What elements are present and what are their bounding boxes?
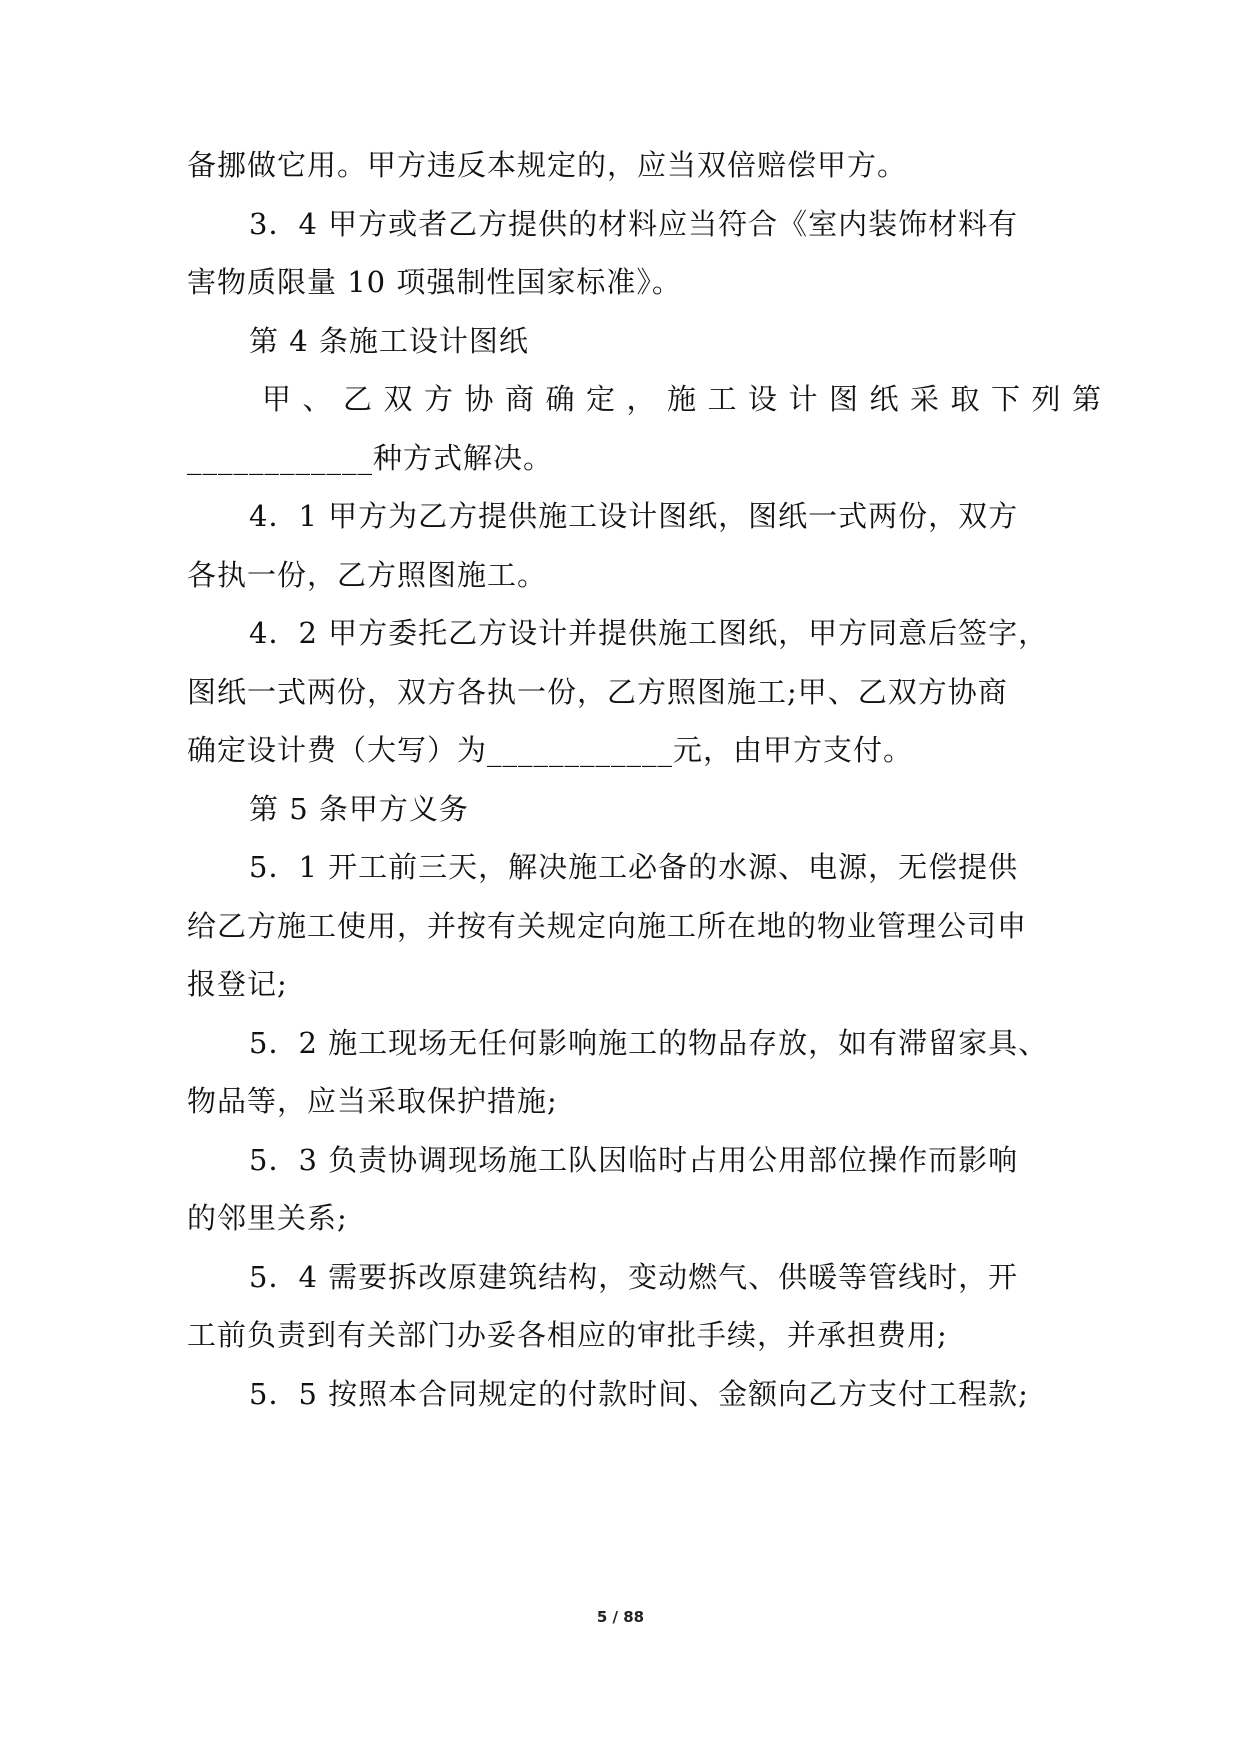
section-heading: 第 5 条甲方义务: [249, 792, 469, 826]
text-line: 5．5 按照本合同规定的付款时间、金额向乙方支付工程款;: [249, 1377, 1029, 1411]
text-line: 4．1 甲方为乙方提供施工设计图纸，图纸一式两份，双方: [249, 499, 1019, 533]
text-line: 害物质限量 10 项强制性国家标准》。: [187, 265, 682, 299]
text-line: 图纸一式两份，双方各执一份，乙方照图施工;甲、乙双方协商: [187, 675, 1008, 709]
text-line: 物品等，应当采取保护措施;: [187, 1084, 558, 1118]
text-line: 各执一份，乙方照图施工。: [187, 558, 548, 592]
text-line: 报登记;: [187, 967, 288, 1001]
text-line: 5．2 施工现场无任何影响施工的物品存放，如有滞留家具、: [249, 1026, 1049, 1060]
section-heading: 第 4 条施工设计图纸: [249, 324, 529, 358]
text-line: ____________种方式解决。: [187, 441, 554, 475]
text-line: 甲、乙双方协商确定，施工设计图纸采取下列第: [262, 382, 1113, 416]
text-line: 工前负责到有关部门办妥各相应的审批手续，并承担费用;: [187, 1318, 948, 1352]
text-line: 备挪做它用。甲方违反本规定的，应当双倍赔偿甲方。: [187, 148, 908, 182]
text-line: 的邻里关系;: [187, 1201, 348, 1235]
text-line: 4．2 甲方委托乙方设计并提供施工图纸，甲方同意后签字，: [249, 616, 1049, 650]
text-line: 5．3 负责协调现场施工队因临时占用公用部位操作而影响: [249, 1143, 1019, 1177]
page-number: 5 / 88: [596, 1608, 645, 1626]
text-line: 3．4 甲方或者乙方提供的材料应当符合《室内装饰材料有: [249, 207, 1019, 241]
text-line: 确定设计费（大写）为____________元，由甲方支付。: [187, 733, 914, 767]
text-line: 5．4 需要拆改原建筑结构，变动燃气、供暖等管线时，开: [249, 1260, 1019, 1294]
text-line: 5．1 开工前三天，解决施工必备的水源、电源，无偿提供: [249, 850, 1019, 884]
text-line: 给乙方施工使用，并按有关规定向施工所在地的物业管理公司申: [187, 909, 1028, 943]
